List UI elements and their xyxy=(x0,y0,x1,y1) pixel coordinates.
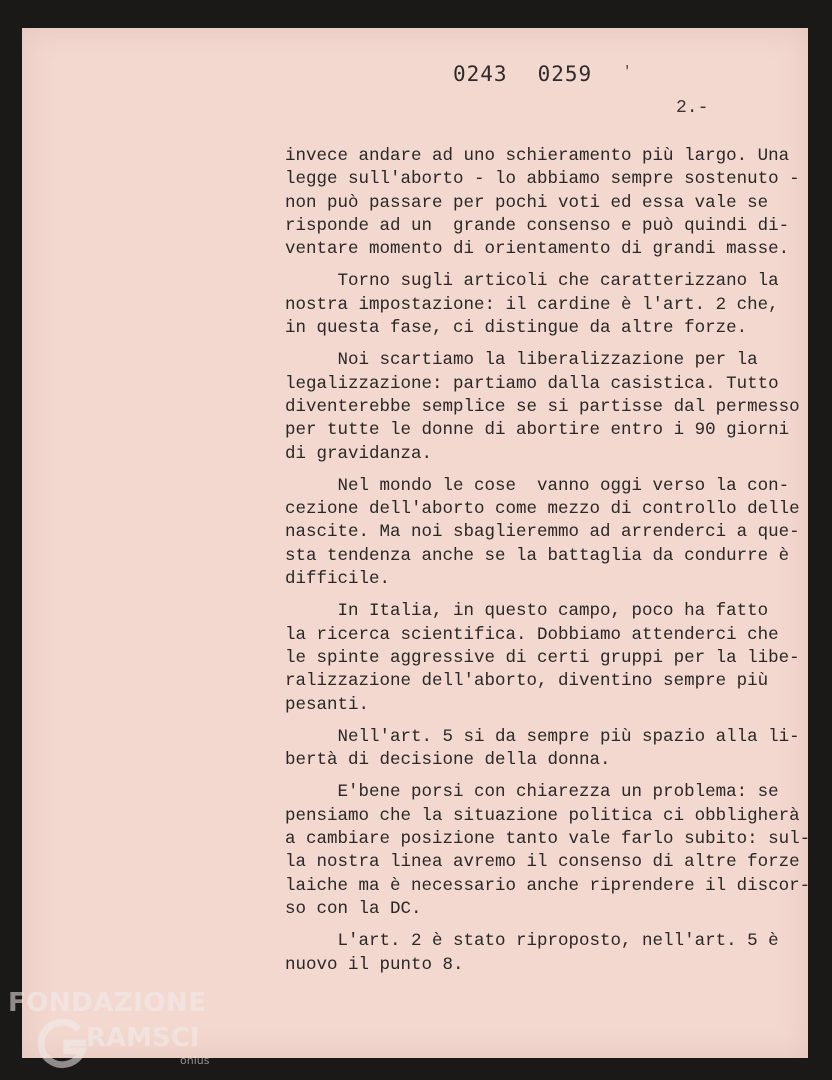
header-tick-mark: ' xyxy=(623,64,632,80)
text-line: nascite. Ma noi sbaglieremmo ad arrenderci a que- xyxy=(285,522,800,543)
text-line: pesanti. xyxy=(285,694,370,715)
text-line: difficile. xyxy=(285,569,391,590)
text-line: Nel mondo le cose vanno oggi verso la con- xyxy=(285,475,790,496)
text-line: risponde ad un grande consenso e può quindi di- xyxy=(285,215,790,236)
paragraph xyxy=(285,600,800,716)
text-line: laiche ma è necessario anche riprendere il discor- xyxy=(285,875,811,896)
text-line: Nell'art. 5 si da sempre più spazio alla li- xyxy=(285,726,800,747)
text-line: la ricerca scientifica. Dobbiamo attenderci che xyxy=(285,624,779,645)
text-line: E'bene porsi con chiarezza un problema: se xyxy=(285,782,779,803)
paragraph xyxy=(285,475,800,591)
archive-code-2: 0259 xyxy=(537,62,593,86)
document-body xyxy=(285,145,811,986)
text-line: pensiamo che la situazione politica ci obbligherà xyxy=(285,805,800,826)
text-line: ralizzazione dell'aborto, diventino sempre più xyxy=(285,671,769,692)
text-line: so con la DC. xyxy=(285,898,422,919)
text-line: le spinte aggressive di certi gruppi per la libe- xyxy=(285,647,800,668)
watermark-suffix: onlus xyxy=(180,1054,210,1067)
paragraph xyxy=(285,349,800,465)
text-line: non può passare per pochi voti ed essa vale se xyxy=(285,192,769,213)
text-line: sta tendenza anche se la battaglia da condurre è xyxy=(285,545,790,566)
text-line: cezione dell'aborto come mezzo di controllo delle xyxy=(285,499,800,520)
text-line: legge sull'aborto - lo abbiamo sempre sostenuto - xyxy=(285,169,800,190)
archive-code-1: 0243 xyxy=(453,62,508,86)
text-line: L'art. 2 è stato riproposto, nell'art. 5 è xyxy=(285,931,779,952)
text-line: per tutte le donne di abortire entro i 90 giorni xyxy=(285,420,790,441)
text-line: In Italia, in questo campo, poco ha fatto xyxy=(285,601,769,622)
text-line: diventerebbe semplice se si partisse dal permesso xyxy=(285,396,800,417)
watermark-line-1: FONDAZIONE xyxy=(8,988,207,1018)
text-line: bertà di decisione della donna. xyxy=(285,750,611,771)
paragraph xyxy=(285,270,790,340)
text-line: ventare momento di orientamento di grandi masse. xyxy=(285,239,790,260)
gramsci-g-logo-icon xyxy=(34,1014,92,1072)
paragraph xyxy=(285,726,800,773)
watermark-line-2: RAMSCI xyxy=(86,1023,200,1053)
text-line: nuovo il punto 8. xyxy=(285,954,464,975)
text-line: a cambiare posizione tanto vale farlo subito: sul- xyxy=(285,829,811,850)
archive-codes xyxy=(453,62,592,86)
text-line: nostra impostazione: il cardine è l'art. 2 che, xyxy=(285,294,779,315)
text-line: Torno sugli articoli che caratterizzano la xyxy=(285,271,779,292)
paragraph xyxy=(285,145,800,261)
paragraph xyxy=(285,781,811,921)
page-number: 2.- xyxy=(676,98,709,118)
paragraph xyxy=(285,930,790,977)
text-line: invece andare ad uno schieramento più largo. Una xyxy=(285,146,790,166)
fondazione-gramsci-watermark xyxy=(8,988,210,1072)
text-line: di gravidanza. xyxy=(285,443,433,464)
text-line: Noi scartiamo la liberalizzazione per la xyxy=(285,350,758,371)
text-line: in questa fase, ci distingue da altre forze. xyxy=(285,318,748,339)
text-line: legalizzazione: partiamo dalla casistica. Tutto xyxy=(285,373,779,394)
text-line: la nostra linea avremo il consenso di altre forze xyxy=(285,852,800,873)
